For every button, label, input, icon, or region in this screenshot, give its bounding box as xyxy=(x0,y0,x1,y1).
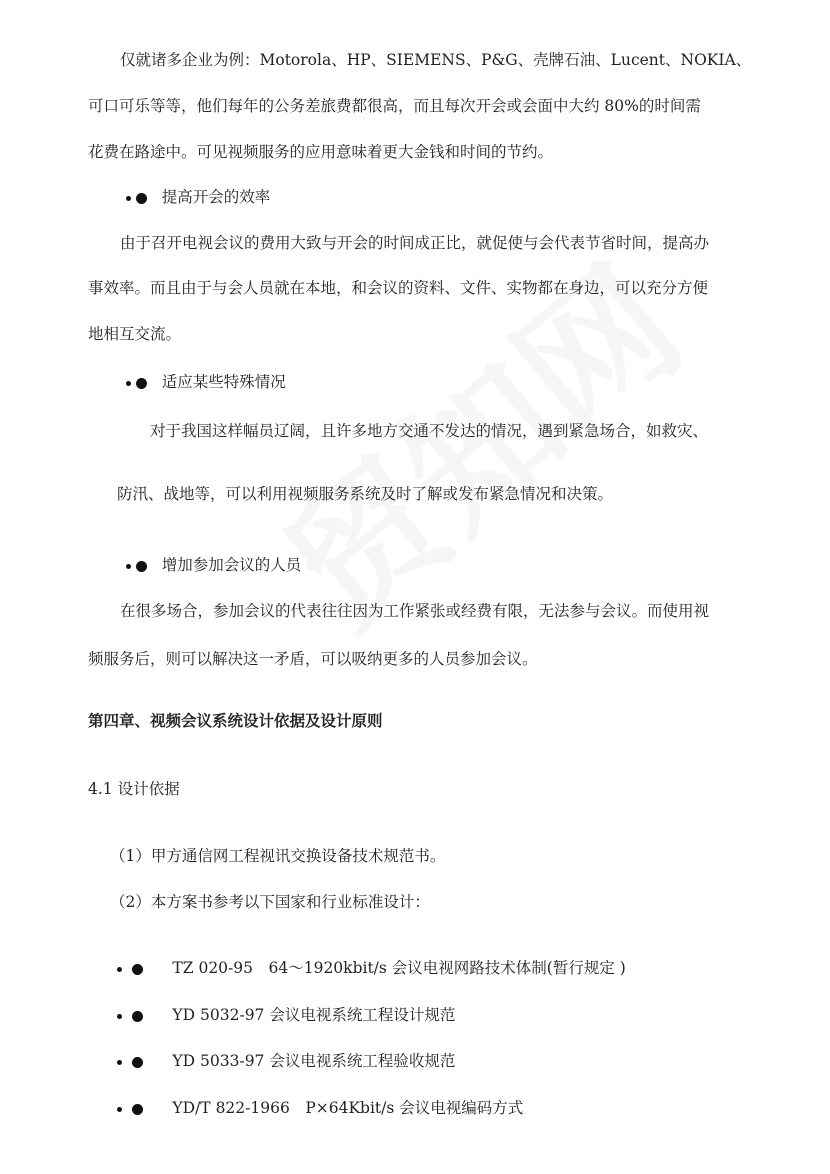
standard-item xyxy=(117,958,626,978)
bullet-small-icon xyxy=(126,564,131,569)
paragraph-line: 地相互交流。 xyxy=(88,325,182,343)
bullet-text: 提高开会的效率 xyxy=(161,188,271,206)
section-heading: 4.1 设计依据 xyxy=(88,780,180,798)
paragraph-line: 防汛、战地等，可以利用视频服务系统及时了解或发布紧急情况和决策。 xyxy=(117,485,614,503)
standard-item xyxy=(117,1051,455,1071)
bullet-text: 增加参加会议的人员 xyxy=(161,556,302,574)
bullet-small-icon xyxy=(117,1014,122,1019)
paragraph-line: 在很多场合，参加会议的代表往往因为工作紧张或经费有限，无法参与会议。而使用视 xyxy=(120,602,710,620)
standard-item xyxy=(117,1098,523,1118)
paragraph-line: 花费在路途中。可见视频服务的应用意味着更大金钱和时间的节约。 xyxy=(88,143,554,161)
paragraph-line: 对于我国这样幅员辽阔，且许多地方交通不发达的情况，遇到紧急场合，如救灾、 xyxy=(150,422,709,440)
standard-text: YD/T 822-1966 P×64Kbit/s 会议电视编码方式 xyxy=(172,1099,524,1117)
bullet-large-icon xyxy=(136,193,147,204)
bullet-large-icon xyxy=(132,1011,143,1022)
chapter-heading: 第四章、视频会议系统设计依据及设计原则 xyxy=(88,711,383,730)
paragraph-line: 仅就诸多企业为例：Motorola、HP、SIEMENS、P&G、壳牌石油、Lucent、NOKIA、 xyxy=(120,51,752,69)
bullet-small-icon xyxy=(117,1107,122,1112)
bullet-text: 适应某些特殊情况 xyxy=(161,373,286,391)
bullet-small-icon xyxy=(117,1060,122,1065)
bullet-large-icon xyxy=(136,561,147,572)
bullet-small-icon xyxy=(126,196,131,201)
standard-text: YD 5033-97 会议电视系统工程验收规范 xyxy=(172,1052,456,1070)
paragraph-line: 频服务后，则可以解决这一矛盾，可以吸纳更多的人员参加会议。 xyxy=(88,650,538,668)
standard-text: YD 5032-97 会议电视系统工程设计规范 xyxy=(172,1006,456,1024)
bullet-small-icon xyxy=(117,967,122,972)
paragraph-line: 事效率。而且由于与会人员就在本地，和会议的资料、文件、实物都在身边，可以充分方便 xyxy=(88,279,709,297)
bullet-large-icon xyxy=(132,1057,143,1068)
standard-text: TZ 020-95 64～1920kbit/s 会议电视网路技术体制(暂行规定 ) xyxy=(172,959,626,977)
bullet-large-icon xyxy=(132,964,143,975)
bullet-large-icon xyxy=(136,378,147,389)
standard-item xyxy=(117,1005,455,1025)
paragraph-line: 可口可乐等等，他们每年的公务差旅费都很高，而且每次开会或会面中大约 80%的时间需 xyxy=(88,97,701,115)
bullet-small-icon xyxy=(126,381,131,386)
paragraph-line: 由于召开电视会议的费用大致与开会的时间成正比，就促使与会代表节省时间，提高办 xyxy=(120,234,710,252)
bullet-item xyxy=(126,187,270,207)
bullet-large-icon xyxy=(132,1104,143,1115)
basis-item: （2）本方案书参考以下国家和行业标准设计： xyxy=(110,893,430,911)
bullet-item xyxy=(126,372,286,392)
basis-item: （1）甲方通信网工程视讯交换设备技术规范书。 xyxy=(110,847,446,865)
bullet-item xyxy=(126,555,301,575)
